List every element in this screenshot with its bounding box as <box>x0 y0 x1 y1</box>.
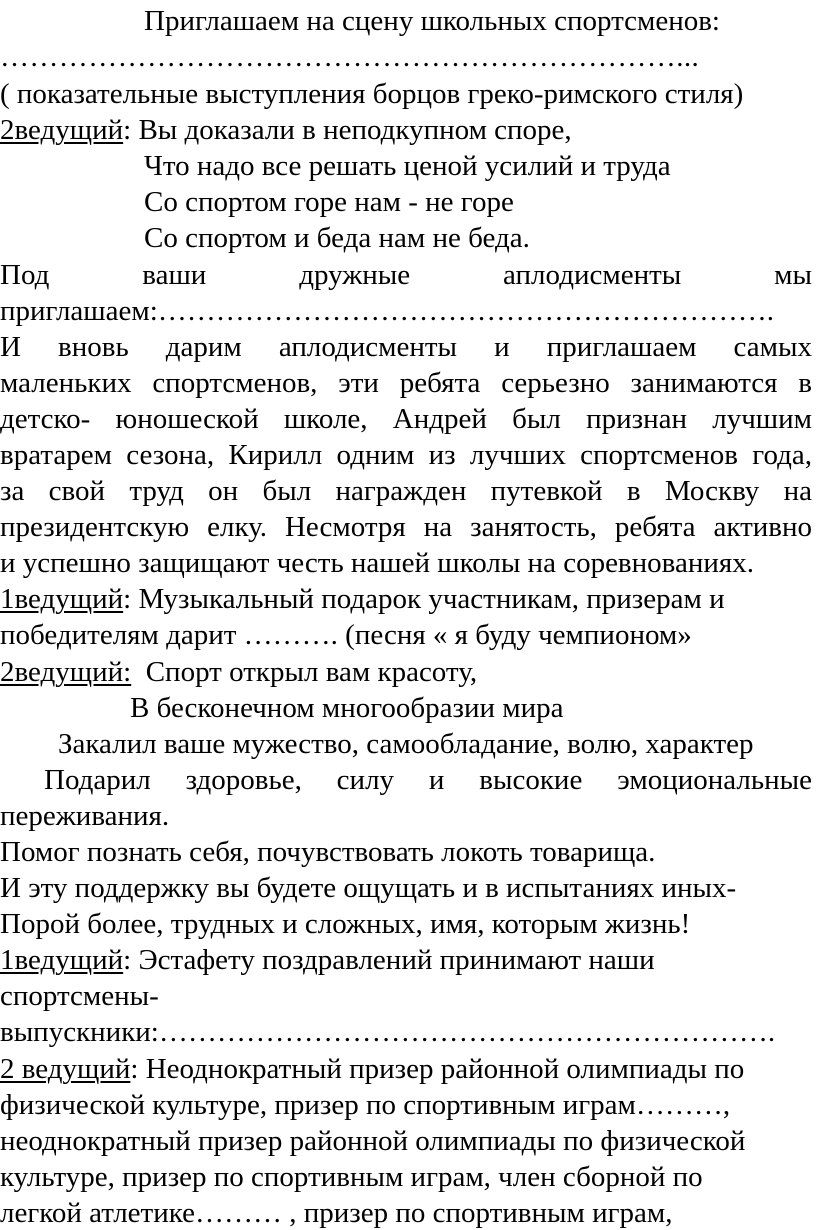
text-line: и успешно защищают честь нашей школы на соревнованиях. <box>0 547 754 579</box>
text-line: за свой труд он был награжден путевкой в Москву на <box>0 475 812 507</box>
text-line: победителям дарит ………. (песня « я буду чемпионом» <box>0 619 692 651</box>
text-line: президентскую елку. Несмотря на занятость, ребята активно <box>0 511 812 543</box>
performance-note: ( показательные выступления борцов греко-римского стиля) <box>0 78 744 110</box>
speaker-label: 1ведущий <box>0 944 124 976</box>
speaker-label: 2 ведущий <box>0 1053 131 1085</box>
poem-line: Закалил ваше мужество, самообладание, волю, характер <box>58 728 754 760</box>
poem-line: Порой более, трудных и сложных, имя, которым жизнь! <box>0 908 691 940</box>
poem-line: И эту поддержку вы будете ощущать и в испытаниях иных- <box>0 872 737 904</box>
speaker-text: : Эстафету поздравлений принимают наши <box>123 944 655 976</box>
poem-line: Что надо все решать ценой усилий и труда <box>144 150 671 182</box>
speaker-label: 2ведущий: <box>0 656 132 688</box>
speaker-text: : Неоднократный призер районной олимпиады по <box>130 1053 745 1085</box>
poem-line: В бесконечном многообразии мира <box>130 692 564 724</box>
poem-line: Со спортом и беда нам не беда. <box>144 222 530 254</box>
poem-line: Со спортом горе нам - не горе <box>144 186 514 218</box>
text-line: культуре, призер по спортивным играм, член сборной по <box>0 1161 703 1193</box>
speaker-text: : Музыкальный подарок участникам, призерам и <box>123 583 725 615</box>
poem-line: Помог познать себя, почувствовать локоть товарища. <box>0 836 656 868</box>
text-line: вратарем сезона, Кирилл одним из лучших спортсменов года, <box>0 439 812 471</box>
speaker-line <box>0 1052 812 1086</box>
text-line: спортсмены- <box>0 980 159 1012</box>
poem-line: переживания. <box>0 800 170 832</box>
text-line: Под ваши дружные аплодисменты мы <box>0 259 812 291</box>
text-line: выпускники:………………………………………………………. <box>0 1016 776 1048</box>
speaker-text: Спорт открыл вам красоту, <box>131 656 478 688</box>
poem-line: Подарил здоровье, силу и высокие эмоциональные <box>44 764 812 796</box>
speaker-label: 1ведущий <box>0 583 124 615</box>
text-line: маленьких спортсменов, эти ребята серьезно занимаются в <box>0 367 812 399</box>
speaker-line <box>0 582 812 616</box>
text-line: неоднократный призер районной олимпиады по физической <box>0 1125 746 1157</box>
speaker-text: : Вы доказали в неподкупном споре, <box>123 114 572 146</box>
speaker-line <box>0 655 812 689</box>
text-line: легкой атлетике……… , призер по спортивным играм, <box>0 1197 673 1229</box>
speaker-line <box>0 943 812 977</box>
invitation-line: Приглашаем на сцену школьных спортсменов: <box>144 5 720 37</box>
text-line: приглашаем:………………………………………………………. <box>0 295 775 327</box>
dotted-placeholder: ……………………………………………………………... <box>0 41 700 73</box>
speaker-label: 2ведущий <box>0 114 124 146</box>
text-line: И вновь дарим аплодисменты и приглашаем самых <box>0 331 812 363</box>
speaker-line <box>0 113 812 147</box>
text-line: физической культуре, призер по спортивным играм………, <box>0 1089 731 1121</box>
text-line: детско- юношеской школе, Андрей был признан лучшим <box>0 403 812 435</box>
